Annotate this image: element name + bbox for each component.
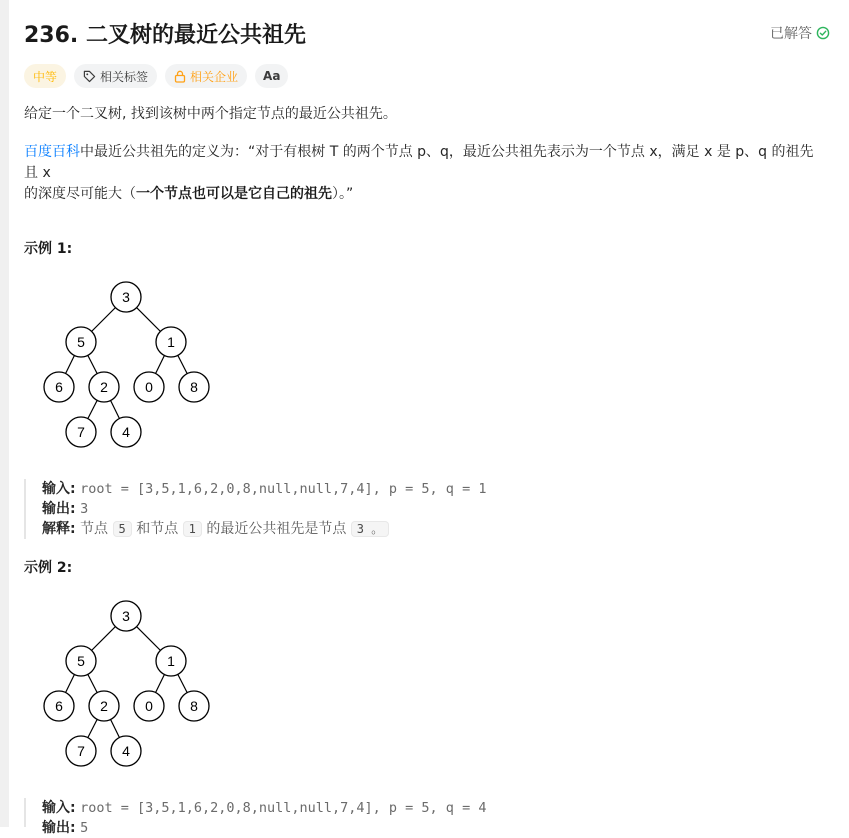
companies-tag-label: 相关企业 bbox=[190, 69, 239, 84]
page-title: 236. 二叉树的最近公共祖先 bbox=[24, 23, 306, 48]
difficulty-badge[interactable] bbox=[24, 64, 66, 88]
svg-text:8: 8 bbox=[190, 379, 198, 395]
example-1-title: 示例 1: bbox=[24, 241, 73, 257]
left-panel-edge bbox=[0, 0, 9, 827]
explanation-text: 和节点 bbox=[136, 521, 179, 537]
tree-node bbox=[44, 691, 74, 721]
svg-text:8: 8 bbox=[190, 698, 198, 714]
example-2-tree-image bbox=[30, 597, 230, 773]
topics-tag-button[interactable] bbox=[74, 64, 157, 88]
explanation-text: 的最近公共祖先是节点 bbox=[206, 521, 347, 537]
definition-text-3: ）。” bbox=[332, 186, 354, 202]
svg-text:5: 5 bbox=[77, 653, 85, 669]
svg-text:0: 0 bbox=[145, 698, 153, 714]
svg-text:7: 7 bbox=[77, 424, 85, 440]
tree-node bbox=[89, 372, 119, 402]
tree-node bbox=[89, 691, 119, 721]
output-label: 输出: bbox=[42, 820, 76, 836]
tree-node bbox=[111, 282, 141, 312]
tree-node bbox=[156, 646, 186, 676]
definition-text-1: 中最近公共祖先的定义为：“对于有根树 T 的两个节点 p、q，最近公共祖先表示为一个节点 x，满足 x 是 p、q 的祖先且 x bbox=[24, 144, 814, 181]
svg-text:7: 7 bbox=[77, 743, 85, 759]
explanation-label: 解释: bbox=[42, 521, 76, 537]
tree-node bbox=[111, 736, 141, 766]
difficulty-label: 中等 bbox=[33, 69, 58, 84]
svg-text:1: 1 bbox=[167, 334, 175, 350]
solved-status[interactable] bbox=[770, 23, 830, 43]
tree-edges bbox=[59, 297, 194, 432]
tag-icon bbox=[83, 70, 96, 83]
output-value: 5 bbox=[80, 820, 89, 836]
example-2-title: 示例 2: bbox=[24, 560, 73, 576]
tree-node bbox=[66, 417, 96, 447]
tree-node bbox=[134, 372, 164, 402]
svg-text:3: 3 bbox=[122, 608, 130, 624]
definition-text-2: 的深度尽可能大（ bbox=[24, 186, 136, 202]
svg-text:1: 1 bbox=[167, 653, 175, 669]
tree-node bbox=[156, 327, 186, 357]
explanation-text: 节点 bbox=[80, 521, 109, 537]
svg-text:4: 4 bbox=[122, 743, 130, 759]
topics-tag-label: 相关标签 bbox=[100, 69, 149, 84]
svg-text:6: 6 bbox=[55, 698, 63, 714]
inline-code: 3 。 bbox=[351, 521, 389, 537]
tree-node bbox=[111, 417, 141, 447]
font-icon: Aa bbox=[263, 69, 281, 83]
tree-node bbox=[66, 736, 96, 766]
tree-node bbox=[179, 372, 209, 402]
example-2-io-block bbox=[24, 798, 822, 836]
svg-text:3: 3 bbox=[122, 289, 130, 305]
solved-label: 已解答 bbox=[770, 26, 812, 42]
description-intro: 给定一个二叉树, 找到该树中两个指定节点的最近公共祖先。 bbox=[24, 106, 397, 122]
tree-node bbox=[66, 646, 96, 676]
check-circle-icon bbox=[816, 26, 830, 40]
input-value: root = [3,5,1,6,2,0,8,null,null,7,4], p = 5, q = 1 bbox=[80, 481, 487, 497]
inline-code: 5 bbox=[113, 521, 132, 537]
svg-text:5: 5 bbox=[77, 334, 85, 350]
svg-text:6: 6 bbox=[55, 379, 63, 395]
svg-text:2: 2 bbox=[100, 379, 108, 395]
svg-text:4: 4 bbox=[122, 424, 130, 440]
tree-node bbox=[44, 372, 74, 402]
font-size-button[interactable] bbox=[255, 64, 288, 88]
description-definition bbox=[24, 142, 824, 205]
tree-node bbox=[179, 691, 209, 721]
example-1-tree-image bbox=[30, 278, 230, 454]
companies-tag-button[interactable] bbox=[165, 64, 247, 88]
input-label: 输入: bbox=[42, 481, 76, 497]
example-1-io-block bbox=[24, 479, 822, 539]
tag-row bbox=[24, 64, 288, 88]
baike-link[interactable]: 百度百科 bbox=[24, 144, 80, 160]
tree-node bbox=[66, 327, 96, 357]
definition-bold: 一个节点也可以是它自己的祖先 bbox=[136, 186, 332, 202]
lock-icon bbox=[174, 70, 186, 83]
tree-node bbox=[134, 691, 164, 721]
input-label: 输入: bbox=[42, 800, 76, 816]
problem-header bbox=[24, 16, 834, 52]
tree-edges bbox=[59, 616, 194, 751]
svg-text:0: 0 bbox=[145, 379, 153, 395]
svg-text:2: 2 bbox=[100, 698, 108, 714]
output-label: 输出: bbox=[42, 501, 76, 517]
input-value: root = [3,5,1,6,2,0,8,null,null,7,4], p = 5, q = 4 bbox=[80, 800, 487, 816]
inline-code: 1 bbox=[183, 521, 202, 537]
tree-node bbox=[111, 601, 141, 631]
output-value: 3 bbox=[80, 501, 89, 517]
